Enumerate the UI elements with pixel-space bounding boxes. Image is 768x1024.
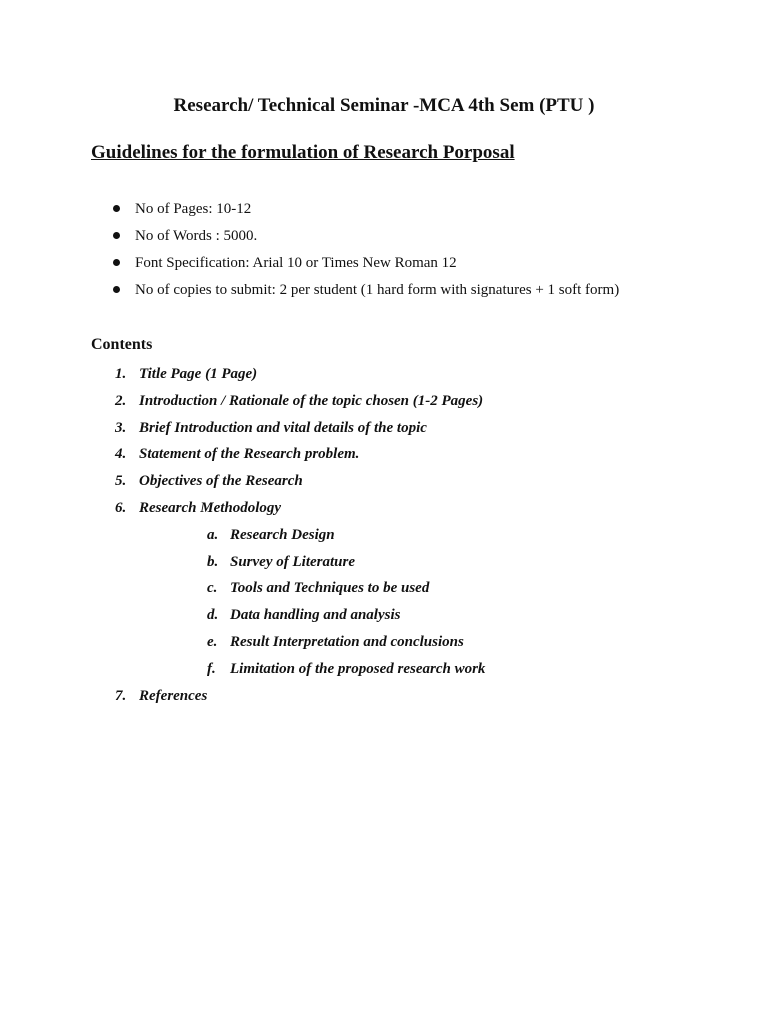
item-number: 5. xyxy=(115,473,127,490)
bullet-dot-icon xyxy=(113,286,120,293)
bullet-dot-icon xyxy=(113,259,120,266)
item-number: 6. xyxy=(115,499,127,516)
sub-item-letter: c. xyxy=(207,580,218,597)
item-number: 1. xyxy=(115,366,127,382)
bullet-text: Font Specification: Arial 10 or Times New Roman 12 xyxy=(135,255,457,271)
sub-item-text: Research Design xyxy=(230,526,335,543)
bullet-item xyxy=(91,280,619,307)
document-title: Research/ Technical Seminar -MCA 4th Sem (PTU ) xyxy=(173,95,595,116)
item-text: Statement of the Research problem. xyxy=(139,446,360,463)
item-text: Title Page (1 Page) xyxy=(139,366,258,382)
bullet-item xyxy=(91,253,619,280)
item-text: Research Methodology xyxy=(139,499,282,516)
sub-item-text: Limitation of the proposed research work xyxy=(230,660,486,677)
sub-item-letter: b. xyxy=(207,553,219,570)
bullet-text: No of Pages: 10-12 xyxy=(135,201,252,217)
item-number: 3. xyxy=(115,419,127,436)
sub-item-letter: f. xyxy=(207,660,216,677)
bullet-dot-icon xyxy=(113,205,120,212)
item-text: Introduction / Rationale of the topic chosen (1-2 Pages) xyxy=(139,392,484,409)
guidelines-heading: Guidelines for the formulation of Research Porposal xyxy=(91,142,515,163)
item-number: 7. xyxy=(115,687,127,704)
item-text: References xyxy=(139,687,208,704)
item-text: Brief Introduction and vital details of the topic xyxy=(139,419,427,436)
bullet-text: No of copies to submit: 2 per student (1 hard form with signatures + 1 soft form) xyxy=(135,282,620,298)
item-number: 2. xyxy=(115,392,127,409)
item-text: Objectives of the Research xyxy=(139,473,303,490)
sub-item-letter: e. xyxy=(207,633,218,650)
contents-heading: Contents xyxy=(91,336,153,353)
sub-item-text: Tools and Techniques to be used xyxy=(230,580,430,597)
bullet-dot-icon xyxy=(113,232,120,239)
sub-item-letter: a. xyxy=(207,526,219,543)
bullet-item xyxy=(91,199,619,226)
sub-item-text: Result Interpretation and conclusions xyxy=(230,633,464,650)
sub-item-letter: d. xyxy=(207,607,219,624)
sub-item-text: Survey of Literature xyxy=(230,553,355,570)
sub-item-text: Data handling and analysis xyxy=(230,607,401,624)
guidelines-list xyxy=(91,199,619,307)
bullet-text: No of Words : 5000. xyxy=(135,228,258,244)
bullet-item xyxy=(91,226,619,253)
item-number: 4. xyxy=(115,446,127,463)
